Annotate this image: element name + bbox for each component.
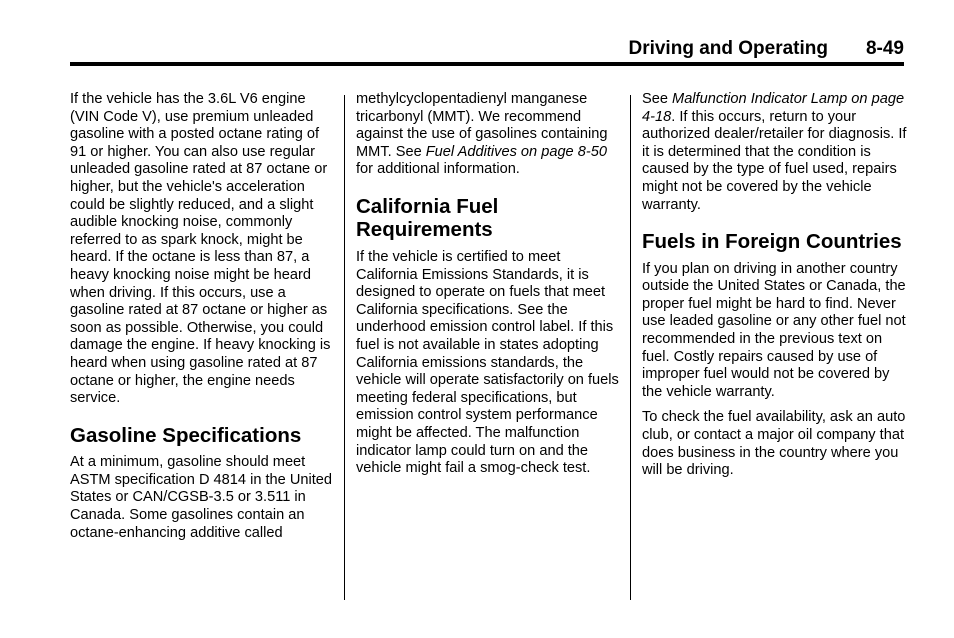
paragraph: To check the fuel availability, ask an auto club, or contact a major oil company that does business in the country where you will be driving. xyxy=(642,409,906,479)
paragraph: If the vehicle has the 3.6L V6 engine (VIN Code V), use premium unleaded gasoline with a posted octane rating of 91 or higher. You can also use regular unleaded gasoline rated at 87 octane or higher, but the vehicle's acceleration could be slightly reduced, and a slight audible knocking noise, commonly referred to as spark knock, might be heard. If the octane is less than 87, a heavy knocking noise might be heard when driving. If this occurs, use a gasoline rated at 87 octane or higher as soon as possible. Otherwise, you could damage the engine. If heavy knocking is heard when using gasoline rated at 87 octane or higher, the engine needs service. xyxy=(70,91,331,407)
page-number: 8-49 xyxy=(865,38,904,59)
cross-reference-link[interactable]: Fuel Additives on page 8-50 xyxy=(425,143,607,160)
page-header xyxy=(70,36,904,60)
paragraph-text: for additional information. xyxy=(356,161,520,178)
column-divider xyxy=(630,95,631,600)
column-2 xyxy=(356,91,622,486)
paragraph xyxy=(642,91,908,214)
section-heading: Gasoline Specifications xyxy=(70,423,302,447)
paragraph: If you plan on driving in another country outside the United States or Canada, the proper fuel might be hard to find. Never use leaded gasoline or any other fuel not recommended in the previous text on fuel. Costly repairs caused by use of improper fuel would not be covered by the vehicle warranty. xyxy=(642,260,906,400)
header-rule xyxy=(70,62,904,66)
paragraph-text: methylcyclopentadienyl manganese tricarbonyl (MMT). We recommend against the use of gasolines containing MMT. See xyxy=(356,91,608,160)
section-title: Driving and Operating xyxy=(628,38,828,59)
section-heading: California Fuel Requirements xyxy=(356,194,499,242)
column-3 xyxy=(642,91,908,488)
paragraph-text: . If this occurs, return to your authorized dealer/retailer for diagnosis. If it is determined that the condition is caused by the type of fuel used, repairs might not be covered by the vehicle warranty. xyxy=(642,108,907,213)
cross-reference-link[interactable]: Malfunction Indicator Lamp on page 4-18 xyxy=(642,91,905,125)
column-1 xyxy=(70,91,336,550)
section-heading: Fuels in Foreign Countries xyxy=(642,230,902,254)
paragraph: If the vehicle is certified to meet California Emissions Standards, it is designed to operate on fuels that meet California specifications. See the underhood emission control label. If this fuel is not available in states adopting California emissions standards, the vehicle will operate satisfactorily on fuels meeting federal specifications, but emission control system performance might be affected. The malfunction indicator lamp could turn on and the vehicle might fail a smog-check test. xyxy=(356,248,619,477)
paragraph: At a minimum, gasoline should meet ASTM specification D 4814 in the United States or CAN/CGSB-3.5 or 3.511 in Canada. Some gasolines contain an octane-enhancing additive called xyxy=(70,454,333,541)
paragraph-text: See xyxy=(642,91,673,107)
paragraph xyxy=(356,91,622,179)
column-divider xyxy=(344,95,345,600)
